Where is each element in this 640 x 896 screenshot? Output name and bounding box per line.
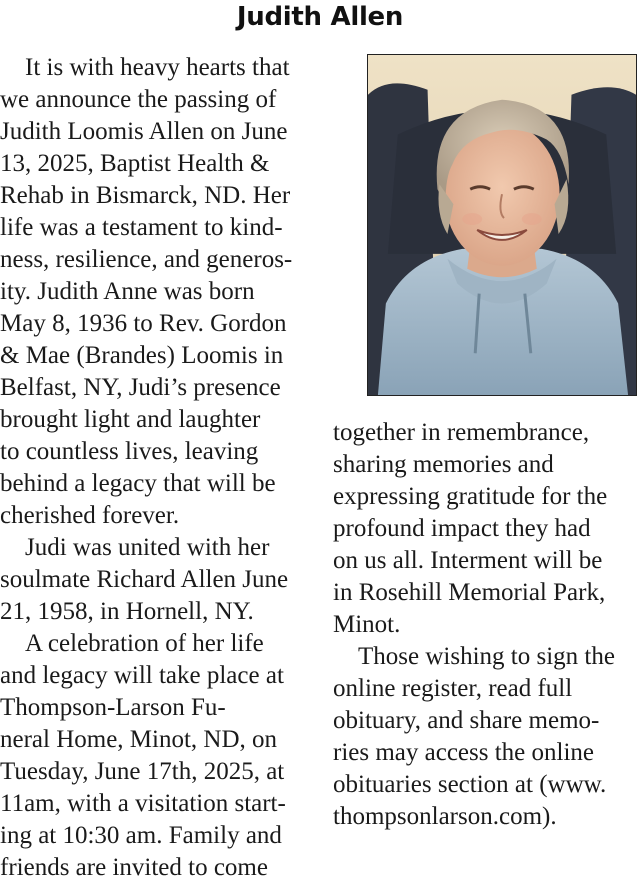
text-line: ries may access the online xyxy=(333,739,595,766)
text-line: cherished forever. xyxy=(0,502,180,529)
text-line: thompsonlarson.com). xyxy=(333,803,557,830)
text-line: Judi was united with her xyxy=(0,534,270,561)
text-line: 13, 2025, Baptist Health & xyxy=(0,150,270,177)
text-line: May 8, 1936 to Rev. Gordon xyxy=(0,310,287,337)
text-line: sharing memories and xyxy=(333,451,554,478)
text-line: Rehab in Bismarck, ND. Her xyxy=(0,182,291,209)
text-line: It is with heavy hearts that xyxy=(0,54,290,81)
text-line: on us all. Interment will be xyxy=(333,547,603,574)
text-line: A celebration of her life xyxy=(0,630,264,657)
text-line: neral Home, Minot, ND, on xyxy=(0,726,278,753)
text-line: behind a legacy that will be xyxy=(0,470,276,497)
portrait-photo xyxy=(367,54,637,396)
text-line: soulmate Richard Allen June xyxy=(0,566,289,593)
obituary-right-column xyxy=(333,417,640,833)
text-line: Those wishing to sign the xyxy=(333,643,615,670)
text-line: ity. Judith Anne was born xyxy=(0,278,255,305)
text-line: 11am, with a visitation start- xyxy=(0,790,286,817)
text-line: Judith Loomis Allen on June xyxy=(0,118,288,145)
obituary-title: Judith Allen xyxy=(236,2,404,32)
text-line: profound impact they had xyxy=(333,515,591,542)
obituary-left-column xyxy=(0,52,315,884)
portrait-image xyxy=(368,55,636,395)
text-line: Thompson-Larson Fu- xyxy=(0,694,226,721)
text-line: Tuesday, June 17th, 2025, at xyxy=(0,758,285,785)
text-line: and legacy will take place at xyxy=(0,662,284,689)
text-line: 21, 1958, in Hornell, NY. xyxy=(0,598,254,625)
text-line: we announce the passing of xyxy=(0,86,277,113)
text-line: together in remembrance, xyxy=(333,419,590,446)
text-line: obituary, and share memo- xyxy=(333,707,600,734)
text-line: Belfast, NY, Judi’s presence xyxy=(0,374,281,401)
text-line: ness, resilience, and generos- xyxy=(0,246,293,273)
text-line: in Rosehill Memorial Park, xyxy=(333,579,606,606)
text-line: ing at 10:30 am. Family and xyxy=(0,822,282,849)
text-line: to countless lives, leaving xyxy=(0,438,259,465)
text-line: online register, read full xyxy=(333,675,573,702)
text-line: Minot. xyxy=(333,611,401,638)
text-line: brought light and laughter xyxy=(0,406,261,433)
text-line: expressing gratitude for the xyxy=(333,483,608,510)
text-line: & Mae (Brandes) Loomis in xyxy=(0,342,284,369)
text-line: obituaries section at (www. xyxy=(333,771,607,798)
text-line: friends are invited to come xyxy=(0,854,268,881)
text-line: life was a testament to kind- xyxy=(0,214,283,241)
